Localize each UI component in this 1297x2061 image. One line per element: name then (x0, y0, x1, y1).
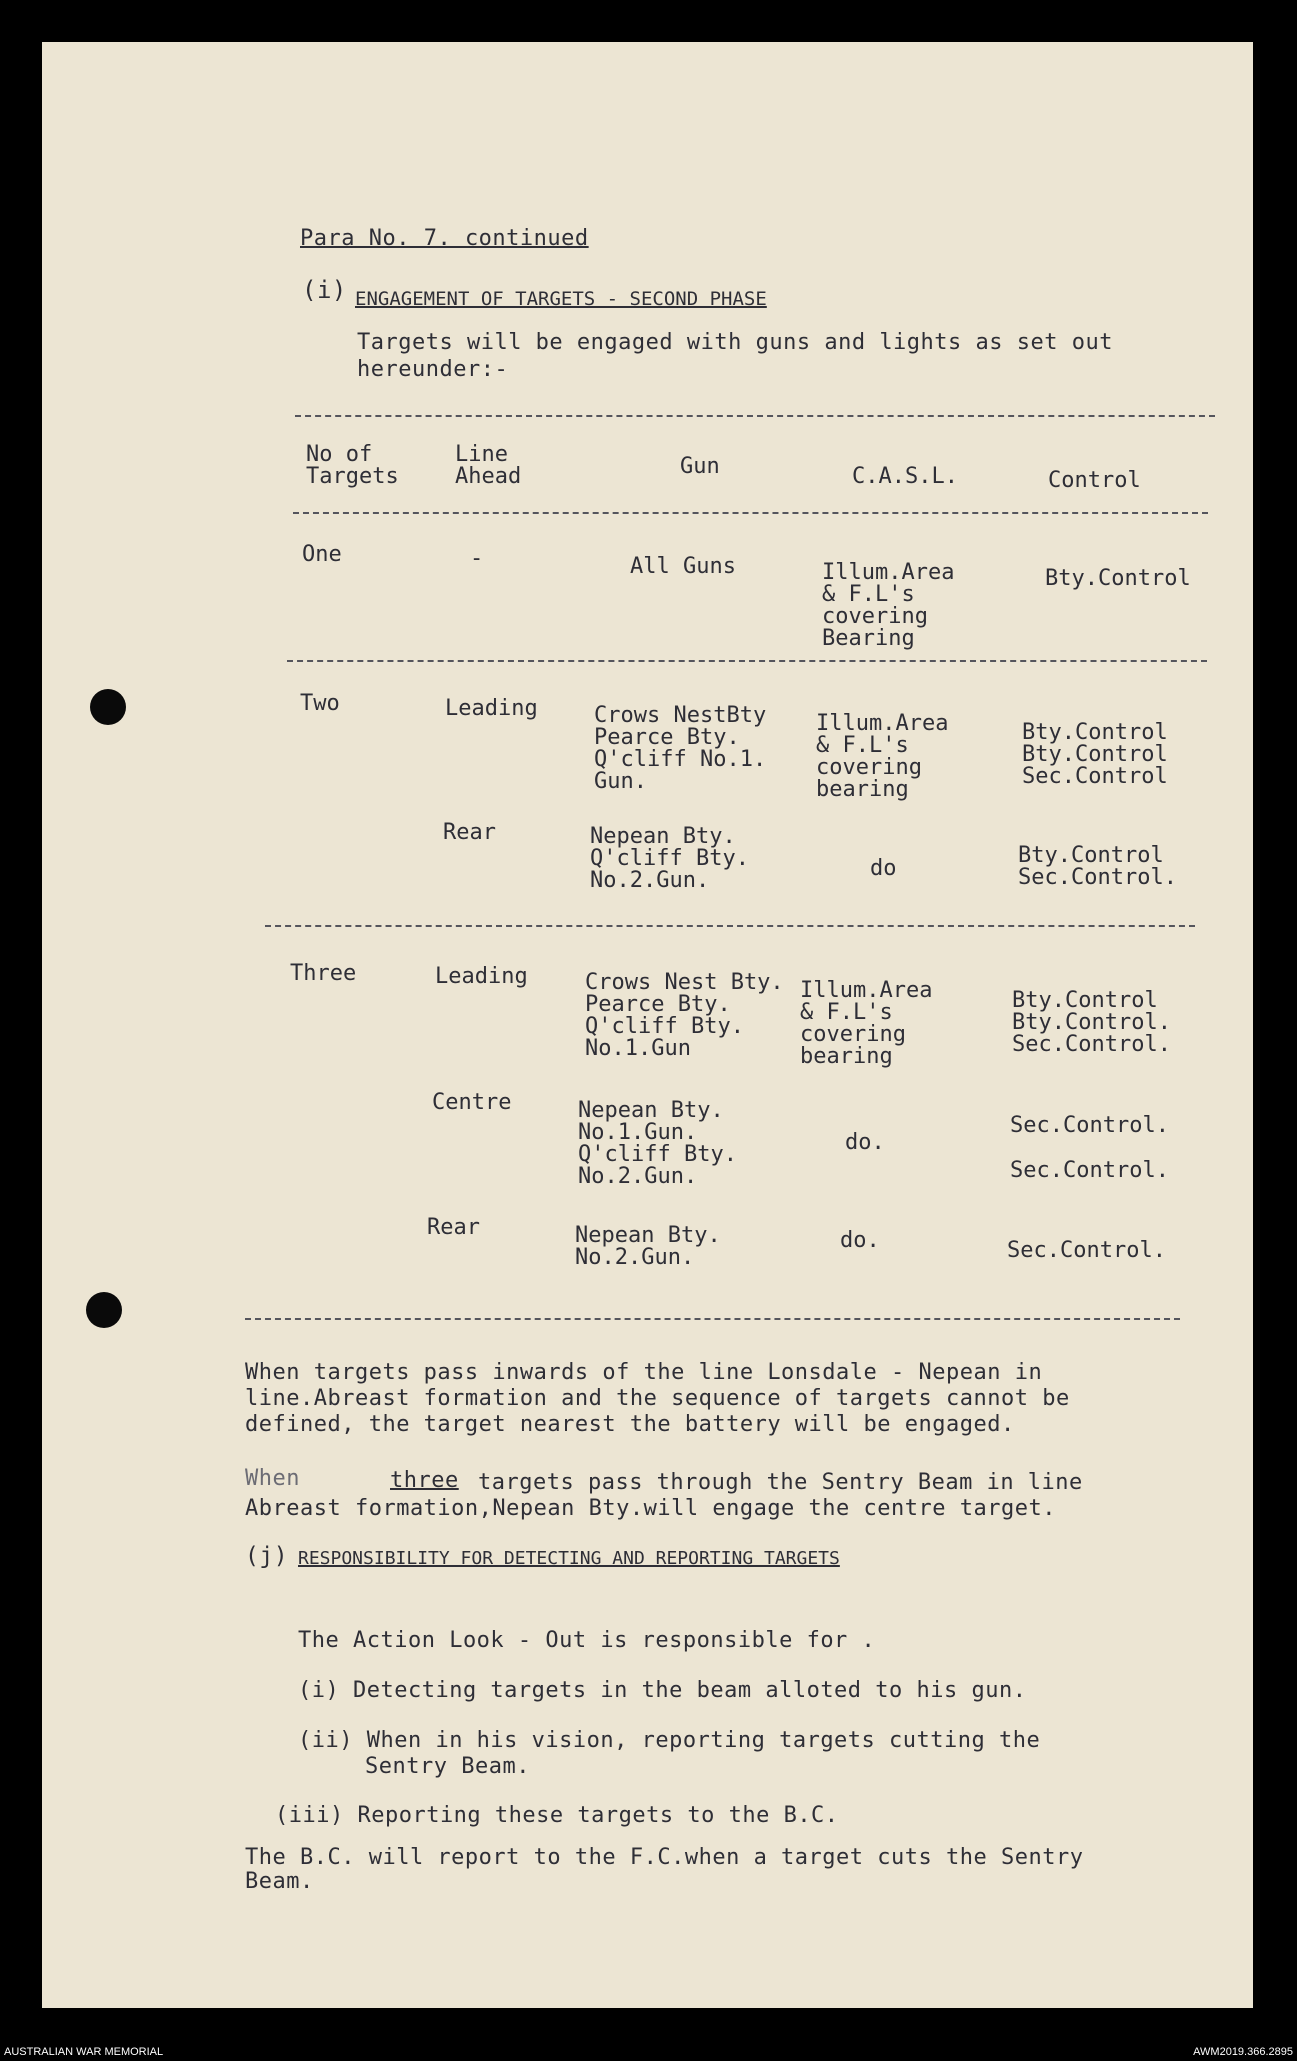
row-one-targets: One (302, 542, 342, 567)
row-three-leading-gun: Crows Nest Bty. Pearce Bty. Q'cliff Bty. No.1.Gun (585, 970, 784, 1061)
responsibility-intro: The Action Look - Out is responsible for . (298, 1628, 876, 1653)
row-three-centre-line: Centre (432, 1090, 512, 1115)
table-rule-row2 (265, 925, 1195, 927)
paragraph-1-line-1: When targets pass inwards of the line Lonsdale - Nepean in (245, 1360, 1043, 1385)
row-three-rear-casl: do. (840, 1228, 880, 1253)
paragraph-2-line-2: Abreast formation,Nepean Bty.will engage the centre target. (245, 1496, 1056, 1521)
row-one-line: - (470, 546, 484, 571)
paragraph-2-when: When (245, 1466, 300, 1491)
table-rule-bottom (245, 1318, 1180, 1320)
intro-line-1: Targets will be engaged with guns and lights as set out (357, 330, 1113, 355)
section-i-label: (i) (302, 276, 347, 304)
row-three-leading-casl: Illum.Area & F.L's covering bearing (800, 978, 933, 1069)
column-header-control: Control (1048, 468, 1141, 493)
row-three-rear-line: Rear (427, 1215, 480, 1240)
footer-accession: AWM2019.366.2895 (1193, 2046, 1293, 2058)
row-three-targets: Three (290, 961, 357, 986)
punch-hole-bottom (86, 1292, 122, 1328)
section-i-title: ENGAGEMENT OF TARGETS - SECOND PHASE (355, 288, 767, 310)
row-three-rear-gun: Nepean Bty. No.2.Gun. (575, 1223, 721, 1270)
row-two-leading-line: Leading (445, 696, 538, 721)
row-one-control: Bty.Control (1045, 566, 1191, 591)
row-two-leading-casl: Illum.Area & F.L's covering bearing (816, 711, 949, 802)
row-two-rear-control: Bty.Control Sec.Control. (1018, 843, 1177, 890)
column-header-targets: No of Targets (306, 442, 399, 489)
paragraph-2-line-1: targets pass through the Sentry Beam in line (478, 1470, 1083, 1495)
row-three-centre-control-2: Sec.Control. (1010, 1158, 1169, 1183)
item-ii-line-2: Sentry Beam. (365, 1754, 530, 1779)
punch-hole-top (90, 689, 126, 725)
row-two-rear-casl: do (870, 856, 897, 881)
column-header-casl: C.A.S.L. (852, 464, 958, 489)
closing-line-2: Beam. (245, 1869, 314, 1894)
paragraph-2-three: three (390, 1468, 459, 1493)
row-three-centre-casl: do. (845, 1130, 885, 1155)
row-three-rear-control: Sec.Control. (1007, 1238, 1166, 1263)
item-ii-line-1: (ii) When in his vision, reporting targets cutting the (298, 1728, 1041, 1753)
row-one-casl: Illum.Area & F.L's covering Bearing (822, 560, 955, 651)
item-iii: (iii) Reporting these targets to the B.C. (275, 1803, 839, 1828)
footer-source: AUSTRALIAN WAR MEMORIAL (4, 2046, 164, 2058)
column-header-line-ahead: Line Ahead (455, 442, 522, 489)
paragraph-1-line-2: line.Abreast formation and the sequence of targets cannot be (245, 1386, 1070, 1411)
item-i: (i) Detecting targets in the beam alloted to his gun. (298, 1678, 1027, 1703)
table-rule-header (293, 512, 1208, 514)
row-two-leading-control: Bty.Control Bty.Control Sec.Control (1022, 720, 1168, 789)
table-rule-row1 (287, 660, 1207, 662)
row-two-rear-gun: Nepean Bty. Q'cliff Bty. No.2.Gun. (590, 824, 749, 893)
row-one-gun: All Guns (630, 554, 736, 579)
closing-line-1: The B.C. will report to the F.C.when a target cuts the Sentry (245, 1845, 1084, 1870)
row-two-rear-line: Rear (443, 820, 496, 845)
section-j-title: RESPONSIBILITY FOR DETECTING AND REPORTING TARGETS (298, 1548, 840, 1569)
section-j-label: (j) (245, 1543, 289, 1569)
column-header-gun: Gun (680, 454, 720, 479)
table-rule-top (295, 415, 1215, 417)
paragraph-1-line-3: defined, the target nearest the battery will be engaged. (245, 1412, 1015, 1437)
row-two-targets: Two (300, 691, 340, 716)
row-three-leading-line: Leading (435, 964, 528, 989)
row-three-centre-gun: Nepean Bty. No.1.Gun. Q'cliff Bty. No.2.Gun. (578, 1098, 737, 1189)
row-two-leading-gun: Crows NestBty Pearce Bty. Q'cliff No.1. Gun. (594, 703, 767, 794)
row-three-leading-control: Bty.Control Bty.Control. Sec.Control. (1012, 988, 1171, 1057)
intro-line-2: hereunder:- (357, 357, 509, 382)
row-three-centre-control-1: Sec.Control. (1010, 1113, 1169, 1138)
para-header: Para No. 7. continued (300, 226, 589, 251)
